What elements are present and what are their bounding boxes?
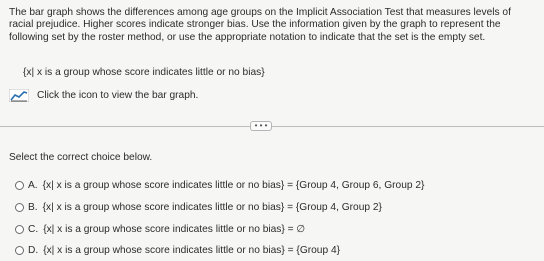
choice-text: {x| x is a group whose score indicates little or no bias} = {Group 4, Group 6, Group 2} <box>42 179 425 191</box>
instruction-text: Select the correct choice below. <box>9 152 153 163</box>
choice-letter: C. <box>28 223 39 235</box>
choice-text: {x| x is a group whose score indicates little or no bias} = {Group 4} <box>43 244 341 256</box>
radio-button[interactable] <box>15 246 24 255</box>
section-divider <box>0 126 544 127</box>
radio-button[interactable] <box>15 181 24 190</box>
chart-link-row <box>9 88 198 102</box>
choice-text: {x| x is a group whose score indicates little or no bias} = {Group 4, Group 2} <box>42 201 382 213</box>
chart-link-text: Click the icon to view the bar graph. <box>37 89 199 101</box>
choice-c[interactable] <box>15 223 305 235</box>
choice-text: {x| x is a group whose score indicates little or no bias} = ∅ <box>43 223 306 235</box>
set-description: {x| x is a group whose score indicates little or no bias} <box>23 67 265 78</box>
radio-button[interactable] <box>15 203 24 212</box>
choice-letter: B. <box>28 201 38 213</box>
choice-letter: D. <box>28 244 39 256</box>
choice-a[interactable] <box>15 179 424 191</box>
radio-button[interactable] <box>15 225 24 234</box>
expand-button[interactable]: • • • <box>250 121 272 131</box>
bar-chart-icon[interactable] <box>9 89 29 102</box>
problem-statement: The bar graph shows the differences among age groups on the Implicit Association Test that measures levels of racial prejudice. Higher scores indicate stronger bias. Use the information given by the graph to represent the following set by the roster method, or use the appropriate notation to indicate that the set is the empty set. <box>9 7 511 43</box>
choice-b[interactable] <box>15 201 382 213</box>
choice-letter: A. <box>28 179 38 191</box>
choice-d[interactable] <box>15 244 340 256</box>
